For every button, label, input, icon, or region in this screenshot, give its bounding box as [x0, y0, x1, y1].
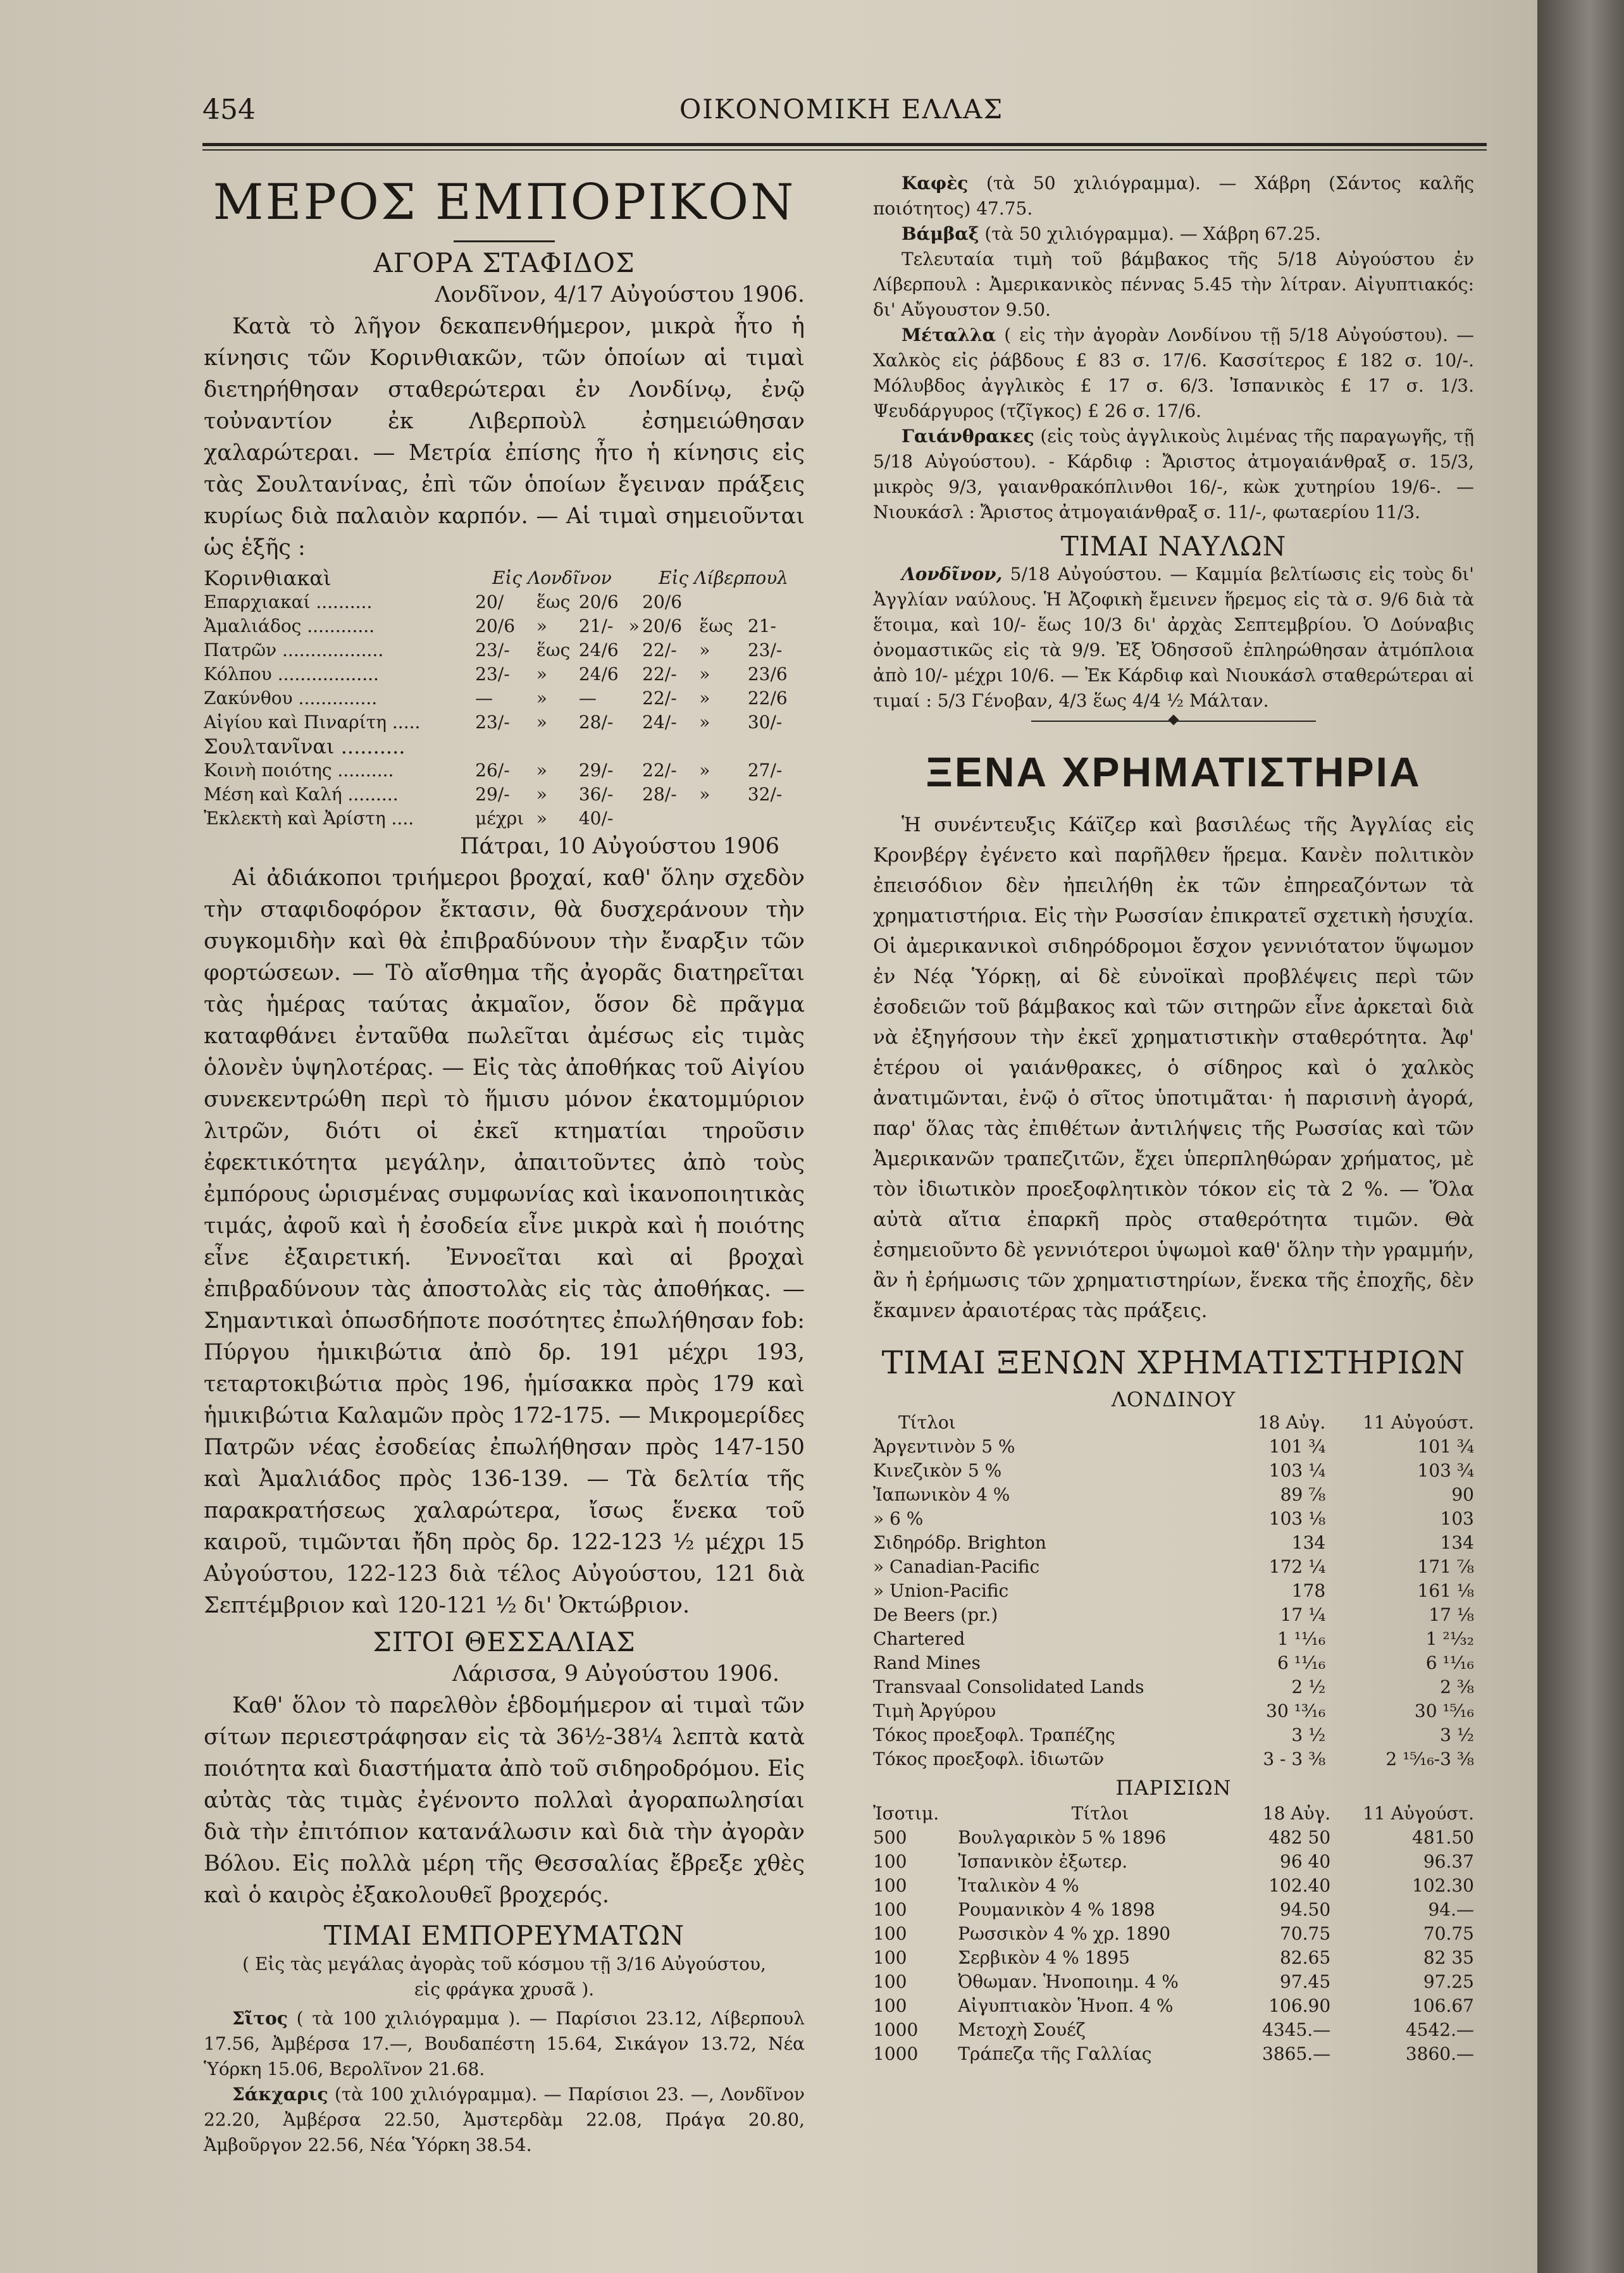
table-row: [204, 807, 805, 831]
table-cell: [748, 807, 805, 831]
table-header-row: [873, 1802, 1474, 1826]
commodity-entry: [204, 2006, 805, 2082]
part-title: ΜΕΡΟΣ ΕΜΠΟΡΙΚΟΝ: [213, 174, 796, 231]
table-cell: 2 ½: [1291, 1676, 1326, 1697]
table-row: [873, 1459, 1474, 1483]
table-cell: 4542.—: [1405, 2019, 1474, 2040]
commodity-entry: [873, 562, 1474, 714]
table-cell: 103: [1440, 1508, 1474, 1529]
table-cell: 101 ¾: [1268, 1436, 1326, 1457]
table-cell: 100: [873, 1899, 907, 1920]
table-cell: 22/-: [642, 688, 677, 709]
running-header: [202, 94, 1480, 132]
section-heading-freight: ΤΙΜΑΙ ΝΑΥΛΩΝ: [1060, 531, 1287, 562]
table-header: 18 Αὐγ.: [1257, 1412, 1326, 1433]
table-header: Εἰς Λονδῖνον: [492, 567, 612, 588]
table-cell: 29/-: [578, 760, 614, 781]
table-cell: 30/-: [747, 712, 783, 733]
table-cell: »: [536, 712, 547, 733]
commodity-entry: [873, 323, 1474, 424]
table-cell: Rand Mines: [873, 1652, 981, 1673]
section-heading-grain: ΣΙΤΟΙ ΘΕΣΣΑΛΙΑΣ: [373, 1626, 636, 1657]
table-cell: »: [699, 712, 710, 733]
table-cell: [629, 590, 642, 614]
table-cell: Ὀθωμαν. Ἡνοποιημ. 4 %: [958, 1971, 1179, 1992]
table-cell: » Union-Pacific: [873, 1580, 1009, 1601]
table-cell: —: [475, 688, 493, 709]
table-cell: 4345.—: [1262, 2019, 1331, 2040]
table-cell: Ἰταλικὸν 4 %: [958, 1875, 1079, 1896]
table-cell: 1 ²¹⁄₃₂: [1425, 1628, 1474, 1649]
table-header: 11 Αὐγούστ.: [1363, 1803, 1474, 1824]
table-row: [873, 1747, 1474, 1771]
commodity-text: 5/18 Αὐγούστου. — Καμμία βελτίωσις εἰς τοὺς δι' Ἀγγλίαν ναύλους. Ἡ Ἀζοφικὴ ἔμεινεν ἥρεμος εἰς τὰ σ. 9/6 διὰ τὰ ἕτοιμα, καὶ 10/- ἕως 10/3 δι' ἀρχὰς Σεπτεμβρίου. Ὁ Δούναβις ὀνομαστικῶς εἰς τὰ 9/9. Ἐξ Ὀδησσοῦ ἐπληρώθησαν ἀτμόπλοια ἀπὸ 10/- μέχρι 10/6. — Ἐκ Κάρδιφ καὶ Νιουκάσλ σταθερώτεραι αἱ τιμαί : 5/3 Γένοβαν, 4/3 ἕως 4/4 ½ Μάλταν.: [873, 564, 1474, 711]
table-row: [873, 1946, 1474, 1970]
table-cell: 2 ⅜: [1440, 1676, 1474, 1697]
table-cell: [629, 783, 642, 807]
table-cell: 3 - 3 ⅜: [1263, 1749, 1326, 1769]
table-cell: ἕως: [536, 640, 571, 660]
table-row: [204, 710, 805, 734]
section-heading-goods: ΤΙΜΑΙ ΕΜΠΟΡΕΥΜΑΤΩΝ: [323, 1920, 685, 1951]
table-row: [873, 2042, 1474, 2066]
table-cell: Ζακύνθου ..............: [204, 688, 378, 709]
table-cell: 24/-: [642, 712, 677, 733]
table-row: [873, 1579, 1474, 1603]
table-cell: Ἀργεντινὸν 5 %: [873, 1436, 1015, 1457]
paragraph: Καθ' ὅλον τὸ παρελθὸν ἑβδομήμερον αἱ τιμαὶ τῶν σίτων περιεστράφησαν εἰς τὰ 36½-38¼ λεπτὰ κατὰ ποιότητα καὶ διαστήματα ἀπὸ τοῦ σιδηροδρόμου. Εἰς αὐτὰς τὰς τιμὰς ἐγένοντο πολλαὶ ἀγοραπωλησίαι διὰ τὴν ἐπιτόπιον κατανάλωσιν καὶ διὰ τὴν ἀγορὰν Βόλου. Εἰς πολλὰ μέρη τῆς Θεσσαλίας ἔβρεξε χθὲς καὶ ὁ καιρὸς ἐξακολουθεῖ βροχερός.: [204, 1693, 805, 1908]
table-cell: 106.67: [1412, 1995, 1474, 2016]
table-cell: Μέση καὶ Καλή .........: [204, 784, 399, 805]
table-cell: Κοινὴ ποιότης ..........: [204, 760, 394, 781]
table-cell: 90: [1451, 1484, 1474, 1505]
table-header: Κορινθιακαὶ: [204, 566, 332, 590]
commodity-label: Λονδῖνον,: [902, 564, 1003, 585]
table-cell: 22/-: [642, 664, 677, 684]
running-title: ΟΙΚΟΝΟΜΙΚΗ ΕΛΛΑΣ: [679, 94, 1004, 125]
table-cell: Τράπεζα τῆς Γαλλίας: [958, 2043, 1152, 2064]
table-cell: 82.65: [1280, 1947, 1331, 1968]
commodity-label: Βάμβαξ: [902, 223, 979, 244]
table-cell: Κόλπου ..................: [204, 664, 379, 684]
table-cell: 70.75: [1280, 1923, 1331, 1944]
table-row: [873, 1994, 1474, 2018]
table-cell: 26/-: [475, 760, 510, 781]
table-cell: »: [536, 688, 547, 709]
table-cell: 21/-: [578, 616, 614, 636]
currant-price-table: [204, 566, 805, 831]
commodity-entry: [873, 221, 1474, 247]
commodity-text: (τὰ 100 χιλιόγραμμα). — Παρίσιοι 23. —, Λονδῖνον 22.20, Ἀμβέρσα 22.50, Ἀμστερδὰμ 22.08, Πράγα 20.80, Ἀμβοῦργον 22.56, Νέα Ὑόρκη 38.54.: [204, 2084, 805, 2155]
table-cell: »: [536, 760, 547, 781]
table-cell: 134: [1440, 1532, 1474, 1553]
table-cell: » 6 %: [873, 1508, 924, 1529]
dateline: Λάρισσα, 9 Αὐγούστου 1906.: [452, 1661, 779, 1687]
table-cell: 100: [873, 1995, 907, 2016]
paragraph: Τελευταία τιμὴ τοῦ βάμβακος τῆς 5/18 Αὐγούστου ἐν Λίβερπουλ : Ἀμερικανικὸς πέννας 5.45 τὴν λίτραν. Αἰγυπτιακός: δι' Αὔγουστον 9.50.: [873, 249, 1474, 320]
commodity-label: Καφὲς: [902, 173, 969, 194]
table-cell: 100: [873, 1923, 907, 1944]
table-row: [204, 614, 805, 638]
table-header: 18 Αὐγ.: [1262, 1803, 1331, 1824]
table-cell: »: [699, 664, 710, 684]
table-cell: μέχρι: [475, 808, 524, 829]
table-cell: 23/-: [475, 712, 510, 733]
paragraph: Κατὰ τὸ λῆγον δεκαπενθήμερον, μικρὰ ἦτο ἡ κίνησις τῶν Κορινθιακῶν, τῶν ὁποίων αἱ τιμαὶ διετηρήθησαν σταθερώτεραι ἐν Λονδίνῳ, ἐνῷ τοὐναντίον ἐκ Λιβερποὺλ ἐσημειώθησαν χαλαρώτεραι. — Μετρία ἐπίσης ἦτο ἡ κίνησις εἰς τὰς Σουλτανίνας, ἐπὶ τῶν ὁποίων ἔγειναν πράξεις κυρίως διὰ παλαιὸν καρπόν. — Αἱ τιμαὶ σημειοῦνται ὡς ἑξῆς :: [204, 314, 805, 561]
table-cell: 3 ½: [1440, 1725, 1474, 1745]
table-cell: 20/: [475, 591, 504, 612]
table-cell: Πατρῶν ..................: [204, 640, 384, 660]
table-header: Τίτλοι: [898, 1412, 956, 1433]
table-cell: 171 ⅞: [1417, 1556, 1474, 1577]
table-cell: [642, 807, 699, 831]
subheading-london: ΛΟΝΔΙΝΟΥ: [1111, 1387, 1236, 1411]
table-cell: 3860.—: [1405, 2043, 1474, 2064]
table-cell: 103 ⅛: [1268, 1508, 1326, 1529]
divider: [454, 240, 555, 242]
table-cell: 106.90: [1268, 1995, 1331, 2016]
commodity-text: (τὰ 50 χιλιόγραμμα). — Χάβρη 67.25.: [984, 223, 1321, 244]
table-subgroup-label: Σουλτανῖναι ..........: [204, 734, 406, 759]
table-cell: 30 ¹⁵⁄₁₆: [1414, 1700, 1474, 1721]
table-row: [204, 638, 805, 662]
table-cell: ἕως: [536, 591, 571, 612]
table-row: [873, 1483, 1474, 1507]
table-cell: Chartered: [873, 1628, 965, 1649]
table-row: [204, 734, 805, 759]
table-cell: 97.45: [1280, 1971, 1331, 1992]
table-cell: 1000: [873, 2043, 919, 2064]
table-cell: 481.50: [1412, 1827, 1474, 1848]
commodity-text: ( τὰ 100 χιλιόγραμμα ). — Παρίσιοι 23.12, Λίβερπουλ 17.56, Ἀμβέρσα 17.—, Βουδαπέστη 15.64, Σικάγον 13.72, Νέα Ὑόρκη 15.06, Βερολῖνον 21.68.: [204, 2008, 805, 2079]
table-cell: [629, 638, 642, 662]
table-cell: 6 ¹¹⁄₁₆: [1425, 1652, 1474, 1673]
table-row: [873, 1898, 1474, 1922]
table-row: [873, 1699, 1474, 1723]
table-cell: 96 40: [1280, 1851, 1331, 1872]
table-row: [873, 1922, 1474, 1946]
table-cell: 96.37: [1423, 1851, 1474, 1872]
table-cell: Ἐκλεκτὴ καὶ Ἀρίστη ....: [204, 808, 414, 829]
table-cell: [629, 710, 642, 734]
table-cell: Ἀμαλιάδος ............: [204, 616, 375, 636]
table-cell: 24/6: [578, 640, 619, 660]
table-cell: Ρωσσικὸν 4 % χρ. 1890: [958, 1923, 1171, 1944]
commodity-label: Σῖτος: [232, 2008, 288, 2029]
book-spine: [1537, 0, 1624, 2273]
commodity-entry: [873, 171, 1474, 221]
section-heading-currant: ΑΓΟΡΑ ΣΤΑΦΙΔΟΣ: [373, 247, 635, 278]
table-cell: Τιμὴ Ἀργύρου: [873, 1700, 996, 1721]
table-cell: 23/6: [747, 664, 788, 684]
commodity-label: Σάκχαρις: [232, 2084, 328, 2105]
table-cell: Βουλγαρικὸν 5 % 1896: [958, 1827, 1167, 1848]
dateline: Πάτραι, 10 Αὐγούστου 1906: [460, 834, 779, 859]
table-cell: 20/6: [475, 616, 516, 636]
table-row: [204, 662, 805, 686]
commodity-label: Μέταλλα: [902, 325, 996, 345]
left-column: [204, 158, 805, 2158]
table-cell: 30 ¹³⁄₁₆: [1266, 1700, 1326, 1721]
table-row: [873, 1555, 1474, 1579]
table-cell: Αἰγυπτιακὸν Ἡνοπ. 4 %: [958, 1995, 1174, 2016]
table-cell: 20/6: [642, 591, 683, 612]
table-cell: Σερβικὸν 4 % 1895: [958, 1947, 1130, 1968]
table-cell: 482 50: [1268, 1827, 1331, 1848]
header-rule-thin: [202, 149, 1487, 151]
table-cell: »: [699, 784, 710, 805]
table-cell: 100: [873, 1947, 907, 1968]
table-header: Τίτλοι: [1071, 1803, 1129, 1824]
subheading-paris: ΠΑΡΙΣΙΩΝ: [1115, 1776, 1232, 1800]
table-cell: »: [536, 784, 547, 805]
table-cell: 20/6: [578, 591, 619, 612]
table-row: [873, 1826, 1474, 1850]
table-cell: 23/-: [747, 640, 783, 660]
table-row: [873, 2018, 1474, 2042]
table-cell: »: [699, 760, 710, 781]
table-cell: 101 ¾: [1417, 1436, 1474, 1457]
table-cell: [699, 590, 748, 614]
paragraph: Ἡ συνέντευξις Κάϊζερ καὶ βασιλέως τῆς Ἀγγλίας εἰς Κρονβέργ ἐγένετο καὶ παρῆλθεν ἥρεμα. Κανὲν πολιτικὸν ἐπεισόδιον δὲν ἠπειλήθη ἐκ τῶν ἐπηρεαζόντων τὰ χρηματιστήρια. Εἰς τὴν Ρωσσίαν ἐπικρατεῖ σχετικὴ ἡσυχία. Οἱ ἀμερικανικοὶ σιδηρόδρομοι ἔσχον γεννιότατον ὕψωμον ἐν Νέᾳ Ὑόρκῃ, αἱ δὲ εὐνοϊκαὶ προβλέψεις περὶ τῶν ἐσοδειῶν τοῦ βάμβακος καὶ τῶν σιτηρῶν εἶνε ἀρκεταὶ διὰ νὰ ἐξηγήσουν τὴν ἐκεῖ χρηματιστικὴν σταθερότητα. Ἀφ' ἑτέρου οἱ γαιάνθρακες, ὁ σίδηρος καὶ ὁ χαλκὸς ἀνατιμῶνται, ἐνῷ ὁ σῖτος ὑποτιμᾶται· ἡ παρισινὴ ἀγορά, παρ' ὅλας τὰς ἐπιθέτων ἀντιλήψεις τῆς Ρωσσίας καὶ τῶν Ἀμερικανῶν τραπεζιτῶν, ἔχει ὑπερπληθώραν χρήματος, μὲ τὸν ἰδιωτικὸν προεξοφλητικὸν τόκον εἰς τὰ 2 %. — Ὅλα αὐτὰ αἴτια ἐπαρκῆ πρὸς σταθερότητα τιμῶν. Θὰ ἐσημειοῦντο δὲ γεννιότεροι ὑψωμοὶ καθ' ὅλην τὴν γραμμήν, ἂν ἡ ἐρήμωσις τῶν χρηματιστηρίων, ἕνεκα τῆς ἐποχῆς, δὲν ἔκαμνεν ἀραιοτέρας τὰς πράξεις.: [873, 814, 1474, 1322]
table-header: Ἰσοτιμ.: [873, 1803, 939, 1824]
table-cell: »: [536, 616, 547, 636]
right-column: [873, 171, 1474, 2066]
paris-table: [873, 1802, 1474, 2066]
table-row: [873, 1850, 1474, 1874]
table-cell: 28/-: [642, 784, 677, 805]
table-cell: 1 ¹¹⁄₁₆: [1277, 1628, 1326, 1649]
table-cell: 70.75: [1423, 1923, 1474, 1944]
commodity-text: (τὰ 50 χιλιόγραμμα). — Χάβρη (Σάντος καλῆς ποιότητος) 47.75.: [873, 173, 1474, 219]
table-header-row: [204, 566, 805, 590]
table-cell: 97.25: [1423, 1971, 1474, 1992]
table-header: Εἰς Λίβερπουλ: [659, 567, 789, 588]
table-row: [873, 1603, 1474, 1627]
table-row: [873, 1507, 1474, 1531]
table-cell: 500: [873, 1827, 907, 1848]
table-header-row: [873, 1411, 1474, 1435]
london-table: [873, 1411, 1474, 1771]
table-cell: » Canadian-Pacific: [873, 1556, 1040, 1577]
table-cell: 3 ½: [1291, 1725, 1326, 1745]
section-heading-foreign: ΞΕΝΑ ΧΡΗΜΑΤΙΣΤΗΡΙΑ: [926, 748, 1422, 795]
table-cell: Transvaal Consolidated Lands: [873, 1676, 1144, 1697]
table-cell: 32/-: [747, 784, 783, 805]
table-cell: De Beers (pr.): [873, 1604, 998, 1625]
table-cell: Ἰαπωνικὸν 4 %: [873, 1484, 1010, 1505]
table-cell: »: [628, 616, 640, 636]
table-cell: 20/6: [642, 616, 683, 636]
header-rule: [202, 143, 1487, 146]
section-subtitle: ( Εἰς τὰς μεγάλας ἀγορὰς τοῦ κόσμου τῇ 3/16 Αὐγούστου, εἰς φράγκα χρυσᾶ ).: [242, 1954, 766, 2000]
table-cell: Ρουμανικὸν 4 % 1898: [958, 1899, 1155, 1920]
table-cell: [629, 686, 642, 710]
table-row: [873, 1874, 1474, 1898]
table-cell: 21-: [747, 616, 776, 636]
table-cell: 134: [1291, 1532, 1326, 1553]
table-cell: Τόκος προεξοφλ. Τραπέζης: [873, 1725, 1115, 1745]
table-row: [873, 1531, 1474, 1555]
table-cell: 82 35: [1423, 1947, 1474, 1968]
table-cell: 100: [873, 1971, 907, 1992]
table-cell: 100: [873, 1851, 907, 1872]
table-cell: 178: [1291, 1580, 1326, 1601]
table-row: [873, 1435, 1474, 1459]
commodity-text: (εἰς τοὺς ἀγγλικοὺς λιμένας τῆς παραγωγῆς, τῇ 5/18 Αὐγούστου). - Κάρδιφ : Ἄριστος ἀτμογαιάνθραξ σ. 15/3, μικρὸς 9/3, γαιανθρακόπλινθοι 16/-, κὼκ χυτηρίου 19/6-. — Νιουκάσλ : Ἄριστος ἀτμογαιάνθραξ σ. 11/-, φωταερίου 11/3.: [873, 426, 1474, 523]
table-cell: 17 ⅛: [1429, 1604, 1474, 1625]
commodity-entry: [204, 2082, 805, 2158]
page-number: 454: [202, 94, 256, 126]
table-cell: 161 ⅛: [1417, 1580, 1474, 1601]
table-cell: 24/6: [578, 664, 619, 684]
table-cell: 3865.—: [1262, 2043, 1331, 2064]
table-cell: Σιδηρόδρ. Brighton: [873, 1532, 1046, 1553]
table-cell: 2 ¹⁵⁄₁₆-3 ⅜: [1385, 1749, 1474, 1769]
table-cell: 172 ¼: [1268, 1556, 1326, 1577]
table-cell: »: [699, 640, 710, 660]
table-cell: 89 ⅞: [1280, 1484, 1326, 1505]
table-cell: 103 ¼: [1268, 1460, 1326, 1481]
table-cell: 36/-: [578, 784, 614, 805]
dateline: Λονδῖνον, 4/17 Αὐγούστου 1906.: [435, 282, 805, 307]
table-cell: Ἰσπανικὸν ἐξωτερ.: [958, 1851, 1128, 1872]
table-cell: —: [578, 688, 597, 709]
table-cell: [629, 662, 642, 686]
ornament-divider: [873, 714, 1474, 729]
table-cell: [629, 807, 642, 831]
table-cell: 23/-: [475, 640, 510, 660]
table-cell: 40/-: [578, 808, 614, 829]
table-cell: 28/-: [578, 712, 614, 733]
table-row: [204, 686, 805, 710]
table-cell: 6 ¹¹⁄₁₆: [1277, 1652, 1326, 1673]
table-cell: 103 ¾: [1417, 1460, 1474, 1481]
table-cell: 29/-: [475, 784, 510, 805]
commodity-entry: [873, 424, 1474, 525]
table-row: [873, 1627, 1474, 1651]
table-cell: Τόκος προεξοφλ. ἰδιωτῶν: [873, 1749, 1105, 1769]
table-cell: Αἰγίου καὶ Πιναρίτη .....: [204, 712, 421, 733]
table-cell: Κινεζικὸν 5 %: [873, 1460, 1002, 1481]
commodity-text: ( εἰς τὴν ἀγορὰν Λονδίνου τῇ 5/18 Αὐγούστου). — Χαλκὸς εἰς ῥάβδους £ 83 σ. 17/6. Κασσίτερος £ 182 σ. 10/-. Μόλυβδος ἀγγλικὸς £ 17 σ. 6/3. Ἰσπανικὸς £ 17 σ. 1/3. Ψευδάργυρος (τζῖγκος) £ 26 σ. 17/6.: [873, 325, 1474, 421]
table-cell: »: [699, 688, 710, 709]
commodity-label: Γαιάνθρακες: [902, 426, 1034, 447]
table-cell: 94.50: [1280, 1899, 1331, 1920]
table-cell: Επαρχιακαί ..........: [204, 591, 373, 612]
table-cell: [629, 759, 642, 783]
table-cell: 102.30: [1412, 1875, 1474, 1896]
table-cell: 94.—: [1428, 1899, 1474, 1920]
table-cell: 27/-: [747, 760, 783, 781]
table-cell: [748, 590, 805, 614]
table-row: [204, 783, 805, 807]
table-row: [873, 1675, 1474, 1699]
table-cell: 102.40: [1268, 1875, 1331, 1896]
table-cell: »: [536, 664, 547, 684]
table-cell: Μετοχὴ Σουέζ: [958, 2019, 1086, 2040]
table-row: [873, 1723, 1474, 1747]
table-cell: 23/-: [475, 664, 510, 684]
paragraph: Αἱ ἀδιάκοποι τριήμεροι βροχαί, καθ' ὅλην σχεδὸν τὴν σταφιδοφόρον ἔκτασιν, θὰ δυσχεράνουν τὴν συγκομιδὴν καὶ θὰ ἐπιβραδύνουν τὴν ἔναρξιν τῶν φορτώσεων. — Τὸ αἴσθημα τῆς ἀγορᾶς διατηρεῖται τὰς ἡμέρας ταύτας ἀκμαῖον, ὅσον δὲ πρᾶγμα καταφθάνει ἐνταῦθα πωλεῖται ἀμέσως εἰς τιμὰς ὁλονὲν ὑψηλοτέρας. — Εἰς τὰς ἀποθήκας τοῦ Αἰγίου συνεκεντρώθη περὶ τὸ ἥμισυ μόνον ἑκατομμύριον λιτρῶν, διότι οἱ ἐκεῖ κτηματίαι τηροῦσιν ἐφεκτικότητα μεγάλην, ἀπαιτοῦντες ἀπὸ τοὺς ἐμπόρους ὡρισμένας συμφωνίας καὶ ἱκανοποιητικὰς τιμάς, ἀφοῦ καὶ ἡ ἐσοδεία εἶνε μικρὰ καὶ ἡ ποιότης εἶνε ἐξαιρετική. Ἐννοεῖται καὶ αἱ βροχαὶ ἐπιβραδύνουν τὰς ἀποστολὰς εἰς τὰς ἀποθήκας. — Σημαντικαὶ ὁπωσδήποτε ποσότητες ἐπωλήθησαν fob: Πύργου ἡμικιβώτια ἀπὸ δρ. 191 μέχρι 193, τεταρτοκιβώτια πρὸς 196, ἡμίσακκα πρὸς 179 καὶ ἡμικιβώτια Καλαμῶν πρὸς 172-175. — Μικρομερίδες Πατρῶν νέας ἐσοδείας ἐπωλήθησαν πρὸς 147-150 καὶ Ἀμαλιάδος πρὸς 136-139. — Τὰ δελτία τῆς παρακρατήσεως χαλαρώτερα, ἴσως ἕνεκα τοῦ καιροῦ, τιμῶνται ἤδη πρὸς δρ. 122-123 ½ μέχρι 15 Αὐγούστου, 122-123 διὰ τέλος Αὐγούστου, 121 διὰ Σεπτέμβριον καὶ 120-121 ½ δι' Ὀκτώβριον.: [204, 865, 805, 1618]
section-heading-prices: ΤΙΜΑΙ ΞΕΝΩΝ ΧΡΗΜΑΤΙΣΤΗΡΙΩΝ: [881, 1344, 1466, 1381]
table-cell: »: [536, 808, 547, 829]
table-cell: 22/6: [747, 688, 788, 709]
table-row: [873, 1651, 1474, 1675]
table-cell: 22/-: [642, 640, 677, 660]
table-cell: ἕως: [699, 616, 733, 636]
table-cell: 100: [873, 1875, 907, 1896]
table-row: [873, 1970, 1474, 1994]
table-cell: 1000: [873, 2019, 919, 2040]
table-header: 11 Αὐγούστ.: [1363, 1412, 1474, 1433]
table-cell: 17 ¼: [1280, 1604, 1326, 1625]
table-row: [204, 590, 805, 614]
table-row: [204, 759, 805, 783]
table-cell: 22/-: [642, 760, 677, 781]
table-cell: [699, 807, 748, 831]
